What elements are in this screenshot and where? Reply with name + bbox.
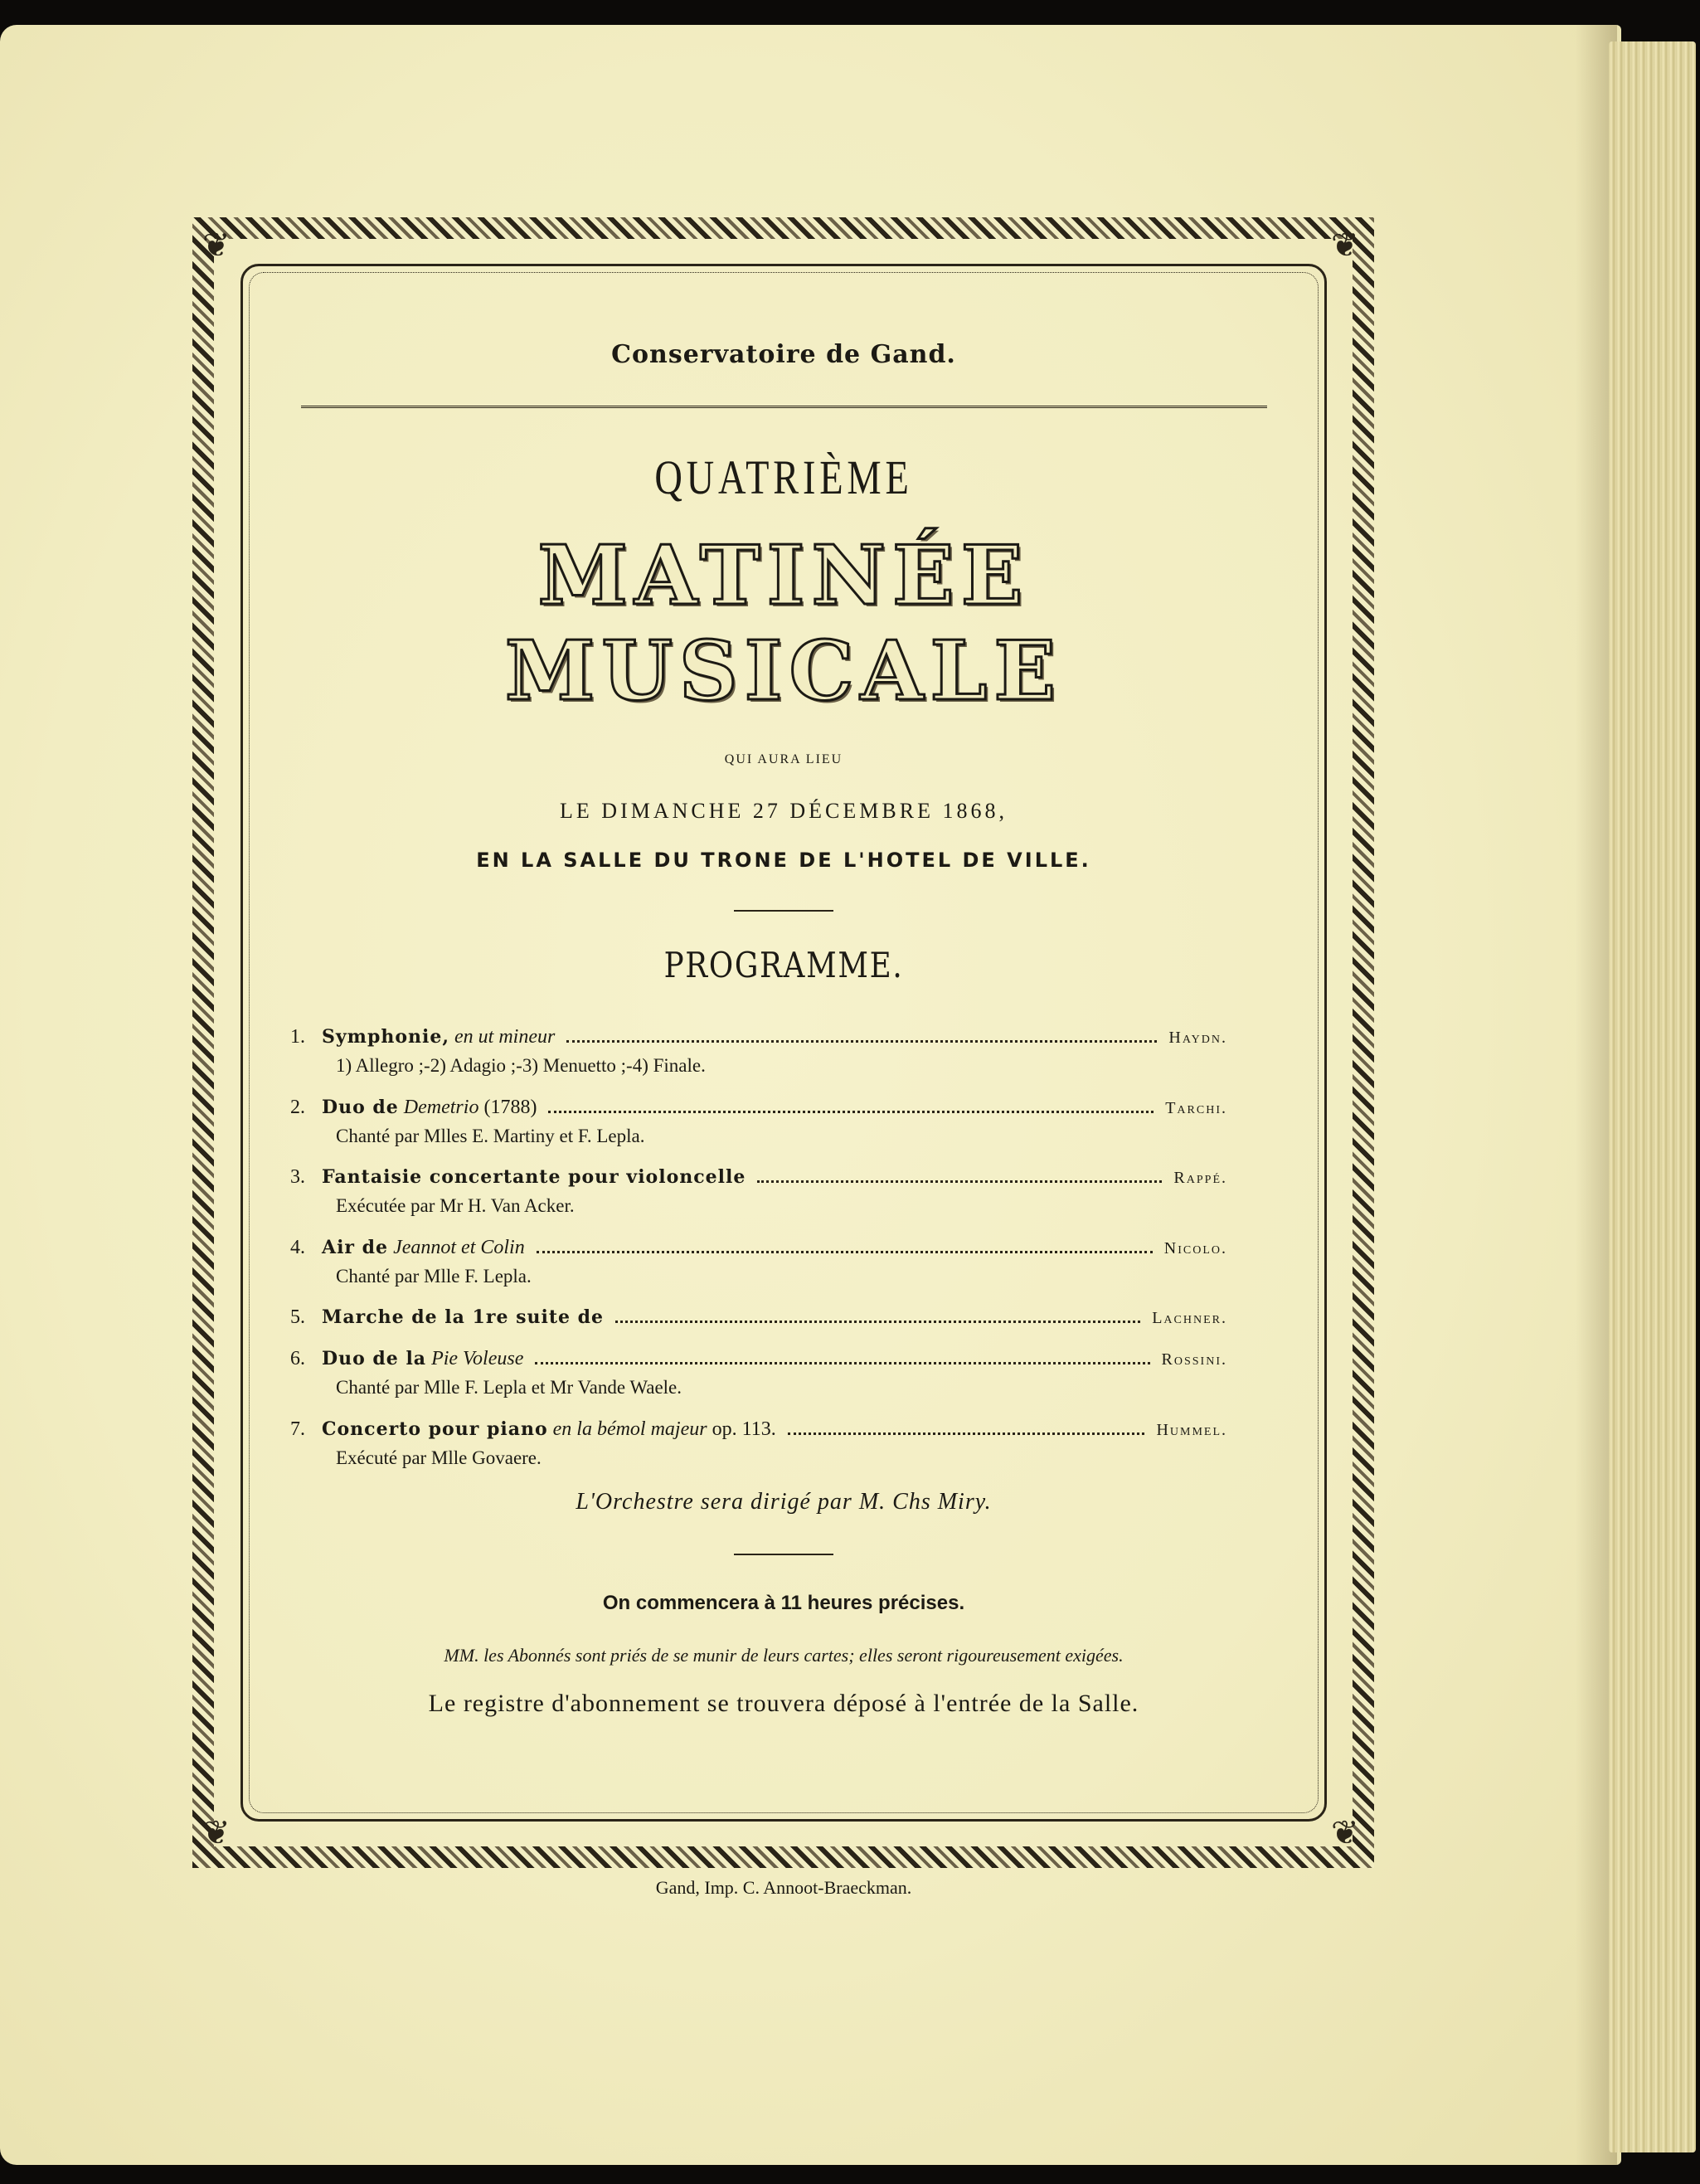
book-page-edges <box>1609 41 1696 2152</box>
start-time: On commencera à 11 heures précises. <box>602 1592 965 1614</box>
item-detail: Chanté par Mlles E. Martiny et F. Lepla. <box>336 1125 645 1146</box>
item-title-italic: Demetrio <box>403 1096 479 1118</box>
item-number: 1. <box>290 1026 305 1048</box>
item-title: Symphonie, <box>322 1026 450 1048</box>
programme-item <box>290 1233 1227 1291</box>
corner-ornament-icon: ❦ <box>1331 1814 1359 1851</box>
item-number: 7. <box>290 1418 305 1440</box>
corner-ornament-icon: ❦ <box>1331 226 1359 264</box>
corner-ornament-icon: ❦ <box>202 226 231 264</box>
item-title-italic: Pie Voleuse <box>431 1348 524 1369</box>
item-number: 4. <box>290 1236 305 1258</box>
program-content <box>282 323 1285 1718</box>
programme-list <box>282 1022 1285 1472</box>
item-detail: Exécuté par Mlle Govaere. <box>336 1447 542 1468</box>
pre-date-text: QUI AURA LIEU <box>724 752 843 766</box>
item-title: Concerto pour piano <box>322 1418 548 1440</box>
item-number: 6. <box>290 1348 305 1369</box>
item-composer: Rappé. <box>1173 1169 1227 1187</box>
corner-ornament-icon: ❦ <box>202 1814 231 1851</box>
item-title-italic: en la bémol majeur <box>552 1418 707 1440</box>
item-composer: Rossini. <box>1161 1350 1227 1369</box>
subscribers-note: MM. les Abonnés sont priés de se munir de leurs cartes; elles seront rigoureusement exigées. <box>444 1645 1124 1666</box>
item-title: Marche de la 1re suite de <box>322 1306 605 1328</box>
header-divider <box>301 392 1267 408</box>
item-composer: Haydn. <box>1168 1029 1227 1047</box>
institution-name: Conservatoire de Gand. <box>611 340 956 369</box>
item-number: 3. <box>290 1166 305 1188</box>
item-title-italic: en ut mineur <box>454 1026 556 1048</box>
item-number: 2. <box>290 1096 305 1118</box>
concert-title: MATINÉE MUSICALE <box>504 528 1063 719</box>
divider <box>734 910 833 912</box>
item-title-italic: Jeannot et Colin <box>393 1236 525 1258</box>
programme-item <box>290 1092 1227 1151</box>
leader-dots <box>537 1251 1153 1253</box>
programme-heading: PROGRAMME. <box>663 945 904 985</box>
item-title: Duo de <box>322 1096 399 1118</box>
printer-imprint: Gand, Imp. C. Annoot-Braeckman. <box>655 1877 912 1898</box>
item-detail: Chanté par Mlle F. Lepla. <box>336 1265 532 1287</box>
item-composer: Hummel. <box>1156 1420 1227 1439</box>
item-composer: Tarchi. <box>1165 1098 1227 1117</box>
concert-date: LE DIMANCHE 27 DÉCEMBRE 1868, <box>560 799 1008 823</box>
leader-dots <box>566 1040 1157 1043</box>
item-composer: Nicolo. <box>1163 1238 1227 1257</box>
item-title-rest: (1788) <box>483 1096 537 1118</box>
programme-item <box>290 1022 1227 1081</box>
item-number: 5. <box>290 1306 305 1328</box>
divider <box>734 1554 833 1555</box>
programme-item <box>290 1302 1227 1332</box>
registry-note: Le registre d'abonnement se trouvera déposé à l'entrée de la Salle. <box>428 1690 1139 1717</box>
programme-item <box>290 1162 1227 1221</box>
leader-dots <box>548 1111 1154 1113</box>
conductor-line: L'Orchestre sera dirigé par M. Chs Miry. <box>576 1489 992 1515</box>
item-title: Duo de la <box>322 1348 427 1369</box>
concert-venue: EN LA SALLE DU TRONE DE L'HOTEL DE VILLE. <box>476 849 1091 872</box>
item-title-rest: op. 113. <box>712 1418 776 1440</box>
leader-dots <box>757 1180 1162 1183</box>
programme-item <box>290 1414 1227 1473</box>
item-detail: 1) Allegro ;-2) Adagio ;-3) Menuetto ;-4) Finale. <box>336 1055 706 1076</box>
item-detail: Chanté par Mlle F. Lepla et Mr Vande Waele. <box>336 1377 682 1398</box>
item-title: Fantaisie concertante pour violoncelle <box>322 1166 746 1188</box>
leader-dots <box>615 1321 1140 1323</box>
item-composer: Lachner. <box>1152 1309 1227 1327</box>
leader-dots <box>535 1362 1149 1364</box>
programme-item <box>290 1344 1227 1403</box>
item-detail: Exécutée par Mr H. Van Acker. <box>336 1195 575 1216</box>
item-title: Air de <box>322 1236 389 1258</box>
concert-ordinal: QUATRIÈME <box>654 450 913 504</box>
leader-dots <box>788 1432 1145 1435</box>
